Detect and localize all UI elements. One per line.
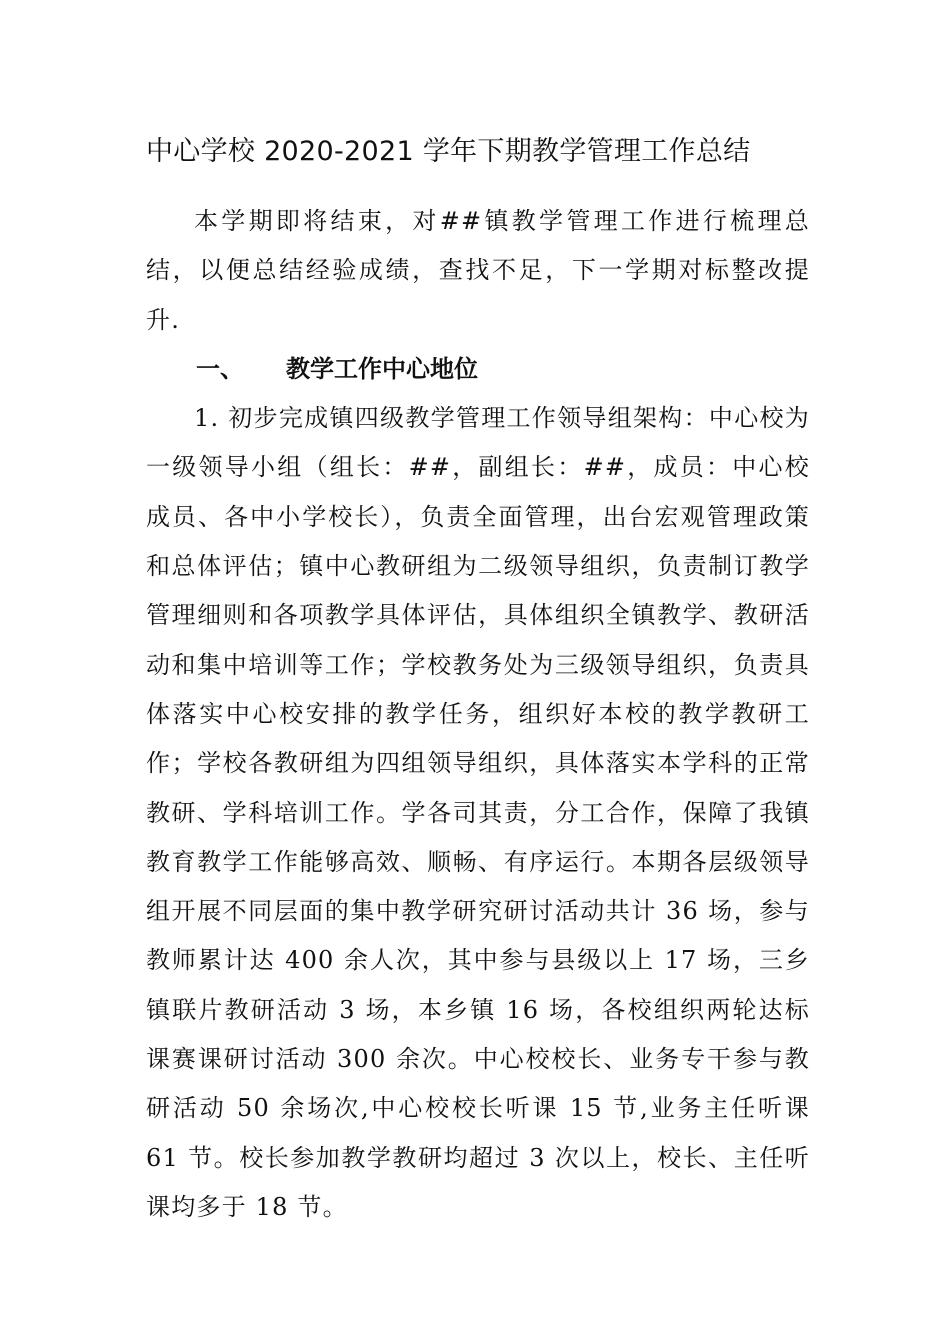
section-heading-text: 教学工作中心地位 <box>286 354 478 383</box>
item-paragraph: 1. 初步完成镇四级教学管理工作领导组架构：中心校为一级领导小组（组长：##，副组长：##，成员：中心校成员、各中小学校长），负责全面管理，出台宏观管理政策和总体评估；镇中心教研组为二级领导组织，负责制订教学管理细则和各项教学具体评估，具体组织全镇教学、教研活动和集中培训等工作；学校教务处为三级领导组织，负责具体落实中心校安排的教学任务，组织好本校的教学教研工作；学校各教研组为四组领导组织，具体落实本学科的正常教研、学科培训工作。学各司其责，分工合作，保障了我镇教育教学工作能够高效、顺畅、有序运行。本期各层级领导组开展不同层面的集中教学研究研讨活动共计 36 场，参与教师累计达 400 余人次，其中参与县级以上 17 场，三乡镇联片教研活动 3 场，本乡镇 16 场，各校组织两轮达标课赛课研讨活动 300 余次。中心校校长、业务专干参与教研活动 50 余场次,中心校校长听课 15 节,业务主任听课 61 节。校长参加教学教研均超过 3 次以上，校长、主任听课均多于 18 节。 <box>146 404 810 1221</box>
intro-paragraph: 本学期即将结束，对##镇教学管理工作进行梳理总结，以便总结经验成绩，查找不足，下一学期对标整改提升. <box>146 207 810 334</box>
section-number: 一、 <box>196 354 244 383</box>
document-body <box>146 197 810 1232</box>
section-heading <box>146 345 810 394</box>
document-title: 中心学校 2020-2021 学年下期教学管理工作总结 <box>146 136 751 167</box>
